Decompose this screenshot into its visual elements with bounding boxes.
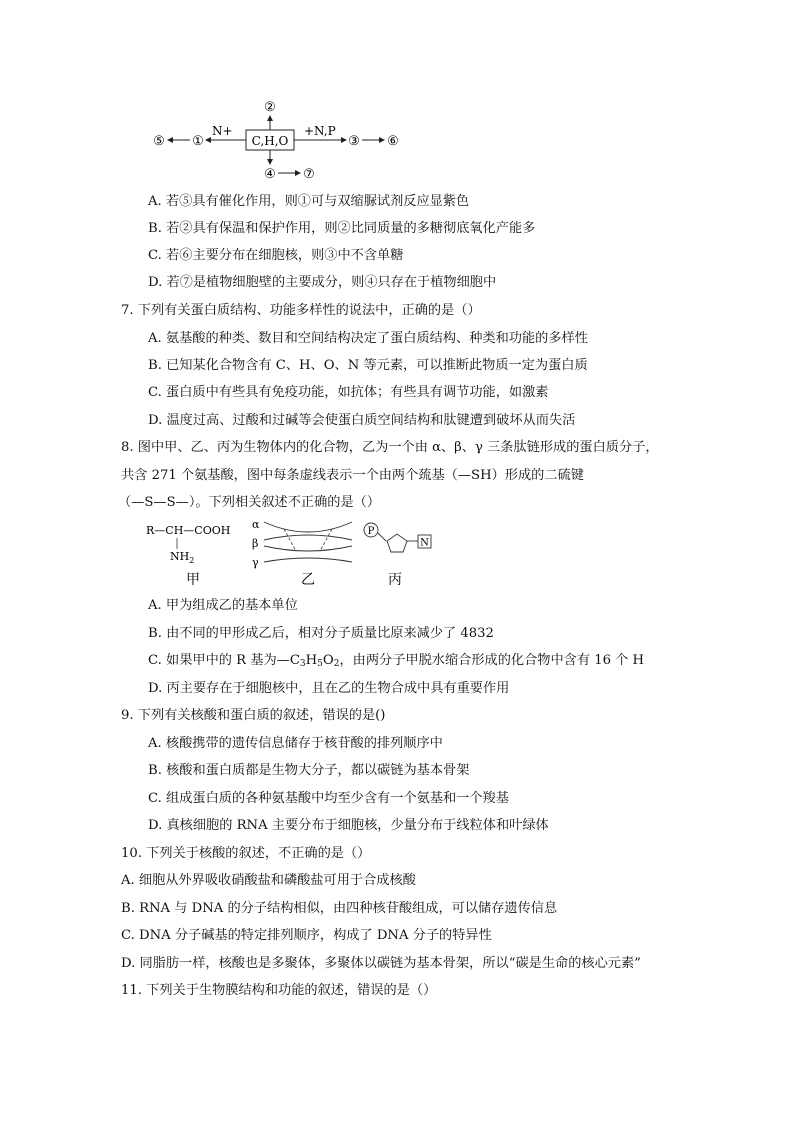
q8-stem-line3: （—S—S—）。下列相关叙述不正确的是（） — [118, 495, 381, 510]
q6-option-d: D. 若⑦是植物细胞壁的主要成分，则④只存在于植物细胞中 — [148, 275, 497, 290]
disulfide-bond-1 — [284, 529, 296, 551]
node-6: ⑥ — [387, 134, 399, 149]
q8-option-c: C. 如果甲中的 R 基为$—C_3H_5O_2$，由两分子甲脱水缩合形成的化合物中含有 16 个 H — [148, 653, 645, 669]
compound-figure — [146, 516, 446, 588]
node-3: ③ — [348, 134, 360, 149]
right-label: +N,P — [304, 124, 336, 138]
q6-option-a: A. 若⑤具有催化作用，则①可与双缩脲试剂反应显紫色 — [148, 194, 470, 209]
node-4: ④ — [264, 167, 276, 182]
disulfide-bond-2 — [320, 529, 332, 551]
node-2: ② — [264, 100, 276, 115]
chain-alpha — [264, 522, 352, 532]
node-1: ① — [192, 134, 204, 149]
bing-p: P — [367, 526, 375, 537]
q9-option-a: A. 核酸携带的遗传信息储存于核苷酸的排列顺序中 — [148, 736, 443, 751]
q9-option-d: D. 真核细胞的 RNA 主要分布于细胞核，少量分布于线粒体和叶绿体 — [148, 818, 549, 833]
q7-stem: 7. 下列有关蛋白质结构、功能多样性的说法中，正确的是（） — [121, 303, 481, 318]
bing-label: 丙 — [388, 572, 402, 588]
q9-stem: 9. 下列有关核酸和蛋白质的叙述，错误的是() — [121, 708, 386, 723]
yi-label: 乙 — [301, 572, 315, 588]
node-5: ⑤ — [153, 134, 165, 149]
yi-gamma: γ — [252, 556, 259, 569]
q9-option-b: B. 核酸和蛋白质都是生物大分子，都以碳链为基本骨架 — [148, 763, 470, 778]
q10-option-b: B. RNA 与 DNA 的分子结构相似，由四种核苷酸组成，可以储存遗传信息 — [121, 901, 558, 916]
jia-label: 甲 — [186, 572, 200, 588]
bing-bond-1 — [378, 533, 386, 541]
q7-option-d: D. 温度过高、过酸和过碱等会使蛋白质空间结构和肽键遭到破坏从而失活 — [148, 413, 576, 428]
q8-option-a: A. 甲为组成乙的基本单位 — [148, 598, 298, 613]
q8-stem-line1: 8. 图中甲、乙、丙为生物体内的化合物，乙为一个由 α、β、γ 三条肽链形成的蛋白质分子， — [121, 440, 659, 455]
chain-gamma — [264, 558, 352, 562]
q6-option-c: C. 若⑥主要分布在细胞核，则③中不含单糖 — [148, 248, 404, 263]
q10-option-d: D. 同脂肪一样，核酸也是多聚体，多聚体以碳链为基本骨架，所以“碳是生命的核心元素” — [121, 956, 641, 971]
jia-nh2: $NH_2$ — [170, 550, 195, 565]
bing-n: N — [420, 537, 429, 549]
yi-alpha: α — [252, 518, 260, 531]
center-label: C,H,O — [251, 134, 289, 148]
left-label: N+ — [212, 124, 233, 138]
q11-stem: 11. 下列关于生物膜结构和功能的叙述，错误的是（） — [121, 983, 437, 998]
q7-option-b: B. 已知某化合物含有 C、H、O、N 等元素，可以推断此物质一定为蛋白质 — [148, 358, 588, 373]
q7-option-c: C. 蛋白质中有些具有免疫功能，如抗体；有些具有调节功能，如激素 — [148, 385, 549, 400]
q10-stem: 10. 下列关于核酸的叙述，不正确的是（） — [121, 846, 371, 861]
q8-stem-line2: 共含 271 个氨基酸，图中每条虚线表示一个由两个巯基（—SH）形成的二硫键 — [121, 468, 584, 483]
elements-diagram — [148, 96, 408, 182]
q7-option-a: A. 氨基酸的种类、数目和空间结构决定了蛋白质结构、种类和功能的多样性 — [148, 331, 588, 346]
q10-option-c: C. DNA 分子碱基的特定排列顺序，构成了 DNA 分子的特异性 — [121, 928, 492, 943]
chain-beta-top — [264, 535, 352, 540]
jia-formula: R—CH—COOH — [146, 524, 231, 537]
q9-option-c: C. 组成蛋白质的各种氨基酸中均至少含有一个氨基和一个羧基 — [148, 791, 509, 806]
yi-beta: β — [252, 537, 259, 550]
q6-option-b: B. 若②具有保温和保护作用，则②比同质量的多糖彻底氧化产能多 — [148, 221, 536, 236]
q8-option-b: B. 由不同的甲形成乙后，相对分子质量比原来减少了 4832 — [148, 626, 494, 641]
node-7: ⑦ — [303, 167, 315, 182]
chain-beta-bottom — [264, 546, 352, 551]
q10-option-a: A. 细胞从外界吸收硝酸盐和磷酸盐可用于合成核酸 — [121, 873, 416, 888]
q8-option-d: D. 丙主要存在于细胞核中，且在乙的生物合成中具有重要作用 — [148, 681, 510, 696]
pentose-pentagon — [387, 534, 407, 552]
